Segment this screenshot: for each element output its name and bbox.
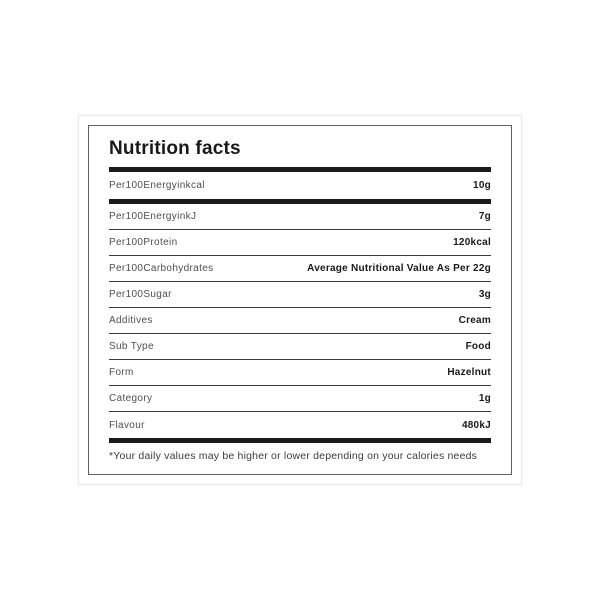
nutrition-row-category xyxy=(109,386,491,412)
row-label: Per100Energyinkcal xyxy=(109,180,205,191)
row-label: Category xyxy=(109,393,153,404)
daily-values-footnote: *Your daily values may be higher or lower depending on your calories needs xyxy=(109,450,478,462)
row-label: Flavour xyxy=(109,419,145,431)
nutrition-rows xyxy=(109,172,491,438)
nutrition-row-flavour xyxy=(109,412,491,438)
nutrition-row-sugar xyxy=(109,282,491,308)
row-value: Average Nutritional Value As Per 22g xyxy=(307,263,491,274)
nutrition-row-carbohydrates xyxy=(109,256,491,282)
row-value: 3g xyxy=(478,289,491,300)
nutrition-label-sheet xyxy=(78,115,522,485)
nutrition-row-energy-kcal xyxy=(109,172,491,199)
nutrition-row-form xyxy=(109,360,491,386)
nutrition-row-sub-type xyxy=(109,334,491,360)
row-value: 480kJ xyxy=(461,419,491,431)
row-value: 120kcal xyxy=(453,237,491,248)
nutrition-label-card xyxy=(88,125,512,475)
row-label: Per100EnergyinkJ xyxy=(109,211,197,222)
nutrition-row-protein xyxy=(109,230,491,256)
row-label: Sub Type xyxy=(109,341,154,352)
row-label: Per100Protein xyxy=(109,237,178,248)
row-value: Hazelnut xyxy=(447,367,491,378)
row-value: 10g xyxy=(473,180,491,191)
nutrition-row-energy-kj xyxy=(109,204,491,230)
nutrition-row-additives xyxy=(109,308,491,334)
row-value: 7g xyxy=(478,211,491,222)
row-value: Cream xyxy=(458,315,491,326)
row-label: Additives xyxy=(109,315,153,326)
row-label: Per100Sugar xyxy=(109,289,172,300)
row-value: Food xyxy=(465,341,491,352)
row-value: 1g xyxy=(478,393,491,404)
nutrition-facts-title: Nutrition facts xyxy=(109,138,241,159)
row-label: Per100Carbohydrates xyxy=(109,263,214,274)
row-label: Form xyxy=(109,367,134,378)
